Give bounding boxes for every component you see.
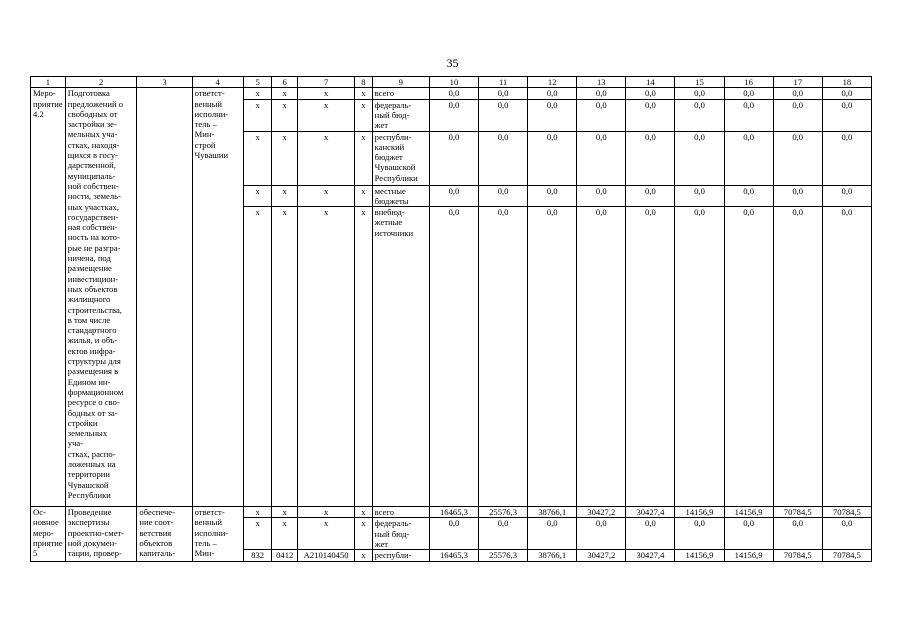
value-cell: 0,0 (675, 185, 724, 207)
funding-source-cell (372, 185, 429, 207)
value-cell: 0,0 (773, 131, 822, 185)
code-cell: x (355, 518, 372, 550)
value-cell: 0,0 (822, 185, 871, 207)
cell-line: жет (374, 120, 389, 131)
value-cell: 14156,9 (724, 550, 773, 561)
measure-name-cell (65, 507, 137, 562)
cell-line: ложенных на (67, 458, 116, 469)
code-cell: x (355, 131, 372, 185)
cell-line: стках, распо- (67, 448, 116, 459)
code-cell: x (355, 507, 372, 518)
value-cell: 0,0 (429, 99, 478, 131)
value-cell: 70784,5 (773, 550, 822, 561)
value-cell: 0,0 (822, 518, 871, 550)
value-cell: 30427,4 (626, 507, 675, 518)
cell-line: 4.2 (33, 108, 44, 119)
funding-source-cell (372, 507, 429, 518)
funding-source-cell (372, 207, 429, 507)
header-cell: 6 (272, 77, 298, 88)
cell-line: мельных уча- (67, 129, 118, 140)
cell-line: Ос- (33, 507, 46, 518)
cell-line: Едином ин- (67, 376, 111, 387)
cell-line: канский (374, 141, 405, 152)
code-cell: x (297, 88, 354, 99)
cell-line: в том числе (67, 314, 111, 325)
code-cell: 0412 (272, 550, 298, 561)
cell-line: ветствия (139, 527, 172, 538)
value-cell: 30427,2 (577, 507, 626, 518)
cell-line: Республики (374, 172, 418, 183)
value-cell: 0,0 (429, 131, 478, 185)
cell-line: федераль- (374, 99, 412, 110)
header-cell: 2 (65, 77, 137, 88)
value-cell: 0,0 (429, 518, 478, 550)
cell-line: обеспече- (139, 507, 175, 518)
value-cell: 0,0 (724, 131, 773, 185)
value-cell: 0,0 (577, 207, 626, 507)
value-cell: 30427,4 (626, 550, 675, 561)
code-cell: x (355, 550, 372, 561)
cell-line: экспертизы (67, 517, 110, 528)
value-cell: 0,0 (675, 88, 724, 99)
value-cell: 70784,5 (773, 507, 822, 518)
code-cell: x (272, 518, 298, 550)
value-cell: 0,0 (528, 99, 577, 131)
value-cell: 0,0 (577, 185, 626, 207)
cell-line: земельных (67, 428, 108, 439)
value-cell: 0,0 (724, 185, 773, 207)
cell-line: Меро- (33, 88, 56, 99)
value-cell: 0,0 (675, 518, 724, 550)
value-cell: 0,0 (528, 518, 577, 550)
header-cell: 9 (372, 77, 429, 88)
code-cell: x (297, 207, 354, 507)
value-cell: 14156,9 (724, 507, 773, 518)
value-cell: 70784,5 (822, 507, 871, 518)
code-cell: x (355, 185, 372, 207)
code-cell: x (243, 99, 272, 131)
value-cell: 0,0 (626, 131, 675, 185)
cell-line: строительства, (67, 304, 122, 315)
cell-line: стройки (67, 417, 98, 428)
code-cell: x (355, 207, 372, 507)
value-cell: 0,0 (479, 207, 528, 507)
value-cell: 0,0 (528, 185, 577, 207)
header-cell: 12 (528, 77, 577, 88)
value-cell: 0,0 (479, 99, 528, 131)
header-cell: 8 (355, 77, 372, 88)
header-cell: 1 (31, 77, 66, 88)
measure-code-cell (31, 507, 66, 562)
cell-line: муниципаль- (67, 170, 116, 181)
funding-source-cell (372, 550, 429, 561)
code-cell: x (297, 131, 354, 185)
cell-line: уча- (67, 438, 84, 449)
value-cell: 16465,3 (429, 550, 478, 561)
budget-table (30, 76, 872, 562)
cell-line: бюджет (374, 152, 403, 163)
measure-name-cell (65, 88, 137, 507)
measure-goal-cell (137, 88, 192, 507)
header-cell: 13 (577, 77, 626, 88)
value-cell: 0,0 (429, 88, 478, 99)
value-cell: 0,0 (528, 131, 577, 185)
value-cell: 0,0 (822, 131, 871, 185)
value-cell: 0,0 (773, 207, 822, 507)
code-cell: x (297, 518, 354, 550)
cell-line: федераль- (374, 518, 412, 529)
header-cell: 17 (773, 77, 822, 88)
code-cell: x (272, 99, 298, 131)
cell-line: новное (33, 517, 59, 528)
header-cell: 5 (243, 77, 272, 88)
funding-source-cell (372, 131, 429, 185)
value-cell: 0,0 (675, 207, 724, 507)
cell-line: источники (374, 227, 414, 238)
funding-source-cell (372, 88, 429, 99)
code-cell: A210140450 (297, 550, 354, 561)
cell-line: всего (374, 88, 394, 99)
code-cell: 832 (243, 550, 272, 561)
header-cell: 11 (479, 77, 528, 88)
cell-line: Чувашской (374, 162, 416, 173)
value-cell: 25576,3 (479, 550, 528, 561)
value-cell: 0,0 (822, 99, 871, 131)
cell-line: территории (67, 469, 110, 480)
cell-line: ответст- (194, 88, 225, 99)
code-cell: x (297, 99, 354, 131)
code-cell: x (243, 131, 272, 185)
cell-line: приятие (33, 98, 63, 109)
value-cell: 0,0 (626, 185, 675, 207)
cell-line: стках, находя- (67, 139, 120, 150)
code-cell: x (297, 185, 354, 207)
value-cell: 0,0 (724, 207, 773, 507)
code-cell: x (243, 507, 272, 518)
cell-line: ной собствен- (67, 180, 119, 191)
funding-source-cell (372, 518, 429, 550)
code-cell: x (272, 507, 298, 518)
value-cell: 30427,2 (577, 550, 626, 561)
value-cell: 38766,1 (528, 507, 577, 518)
code-cell: x (243, 207, 272, 507)
code-cell: x (355, 88, 372, 99)
cell-line: венный (194, 517, 223, 528)
value-cell: 14156,9 (675, 507, 724, 518)
measure-code-cell (31, 88, 66, 507)
value-cell: 0,0 (577, 131, 626, 185)
cell-line: исполни- (194, 108, 229, 119)
cell-line: размещение (67, 263, 112, 274)
cell-line: республи- (374, 550, 412, 561)
value-cell: 0,0 (822, 207, 871, 507)
code-cell: x (272, 185, 298, 207)
value-cell: 0,0 (577, 99, 626, 131)
cell-line: ных участках, (67, 201, 119, 212)
cell-line: ных объектов (67, 283, 118, 294)
cell-line: ный бюд- (374, 528, 410, 539)
cell-line: государствен- (67, 211, 119, 222)
value-cell: 0,0 (479, 88, 528, 99)
cell-line: республи- (374, 131, 412, 142)
cell-line: Мин- (194, 548, 215, 559)
value-cell: 0,0 (724, 88, 773, 99)
value-cell: 16465,3 (429, 507, 478, 518)
header-cell: 7 (297, 77, 354, 88)
cell-line: Мин- (194, 129, 215, 140)
code-cell: x (272, 207, 298, 507)
cell-line: Подготовка (67, 88, 110, 99)
cell-line: Чувашской (67, 479, 109, 490)
value-cell: 0,0 (429, 185, 478, 207)
cell-line: жилья, и объ- (67, 335, 118, 346)
cell-line: формационном (67, 386, 124, 397)
cell-line: жет (374, 539, 389, 550)
cell-line: приятие 5 (33, 538, 63, 559)
code-cell: x (272, 88, 298, 99)
cell-line: внебюд- (374, 207, 405, 218)
value-cell: 0,0 (626, 99, 675, 131)
value-cell: 0,0 (626, 207, 675, 507)
cell-line: всего (374, 507, 394, 518)
value-cell: 0,0 (479, 185, 528, 207)
cell-line: стандартного (67, 325, 117, 336)
value-cell: 0,0 (822, 88, 871, 99)
table-row (31, 507, 872, 518)
header-cell: 18 (822, 77, 871, 88)
value-cell: 0,0 (773, 518, 822, 550)
header-cell: 16 (724, 77, 773, 88)
cell-line: дарственной, (67, 160, 116, 171)
cell-line: ная собствен- (67, 222, 118, 233)
cell-line: исполни- (194, 527, 229, 538)
cell-line: ние соот- (139, 517, 174, 528)
header-row (31, 77, 872, 88)
cell-line: ность на кото- (67, 232, 120, 243)
code-cell: x (243, 518, 272, 550)
header-cell: 3 (137, 77, 192, 88)
cell-line: венный (194, 98, 223, 109)
responsible-cell (192, 88, 243, 507)
value-cell: 0,0 (528, 207, 577, 507)
cell-line: свободных от (67, 108, 118, 119)
value-cell: 0,0 (773, 99, 822, 131)
code-cell: x (243, 88, 272, 99)
cell-line: бодных от за- (67, 407, 118, 418)
page-number: 35 (446, 56, 459, 70)
cell-line: строй (194, 139, 216, 150)
cell-line: тации, провер- (67, 548, 122, 559)
value-cell: 0,0 (675, 131, 724, 185)
cell-line: бюджеты (374, 195, 409, 206)
cell-line: меро- (33, 527, 54, 538)
cell-line: Республики (67, 489, 111, 500)
value-cell: 0,0 (626, 518, 675, 550)
value-cell: 0,0 (577, 88, 626, 99)
cell-line: Проведение (67, 507, 112, 518)
header-cell: 10 (429, 77, 478, 88)
cell-line: инвестицион- (67, 273, 119, 284)
measure-4-2 (31, 88, 872, 507)
value-cell: 0,0 (724, 518, 773, 550)
cell-line: жетные (374, 217, 403, 228)
cell-line: застройки зе- (67, 119, 117, 130)
value-cell: 0,0 (528, 88, 577, 99)
cell-line: капиталь- (139, 548, 176, 559)
value-cell: 0,0 (773, 185, 822, 207)
responsible-cell (192, 507, 243, 562)
cell-line: тель – (194, 119, 217, 130)
cell-line: структуры для (67, 356, 121, 367)
cell-line: местные (374, 185, 406, 196)
value-cell: 0,0 (773, 88, 822, 99)
value-cell: 0,0 (577, 518, 626, 550)
code-cell: x (272, 131, 298, 185)
cell-line: рые не разгра- (67, 242, 121, 253)
cell-line: ный бюд- (374, 109, 410, 120)
cell-line: ответст- (194, 507, 225, 518)
funding-source-cell (372, 99, 429, 131)
cell-line: Чувашии (194, 150, 229, 161)
value-cell: 0,0 (626, 88, 675, 99)
value-cell: 25576,3 (479, 507, 528, 518)
code-cell: x (243, 185, 272, 207)
cell-line: жилищного (67, 294, 111, 305)
cell-line: ничена, под (67, 253, 111, 264)
cell-line: ности, земель- (67, 191, 121, 202)
code-cell: x (297, 507, 354, 518)
value-cell: 14156,9 (675, 550, 724, 561)
main-measure-5 (31, 507, 872, 562)
cell-line: тель – (194, 538, 217, 549)
table-row (31, 88, 872, 99)
header-cell: 15 (675, 77, 724, 88)
code-cell: x (355, 99, 372, 131)
cell-line: ектов инфра- (67, 345, 116, 356)
cell-line: размещения в (67, 366, 119, 377)
value-cell: 0,0 (429, 207, 478, 507)
cell-line: щихся в госу- (67, 150, 118, 161)
header-cell: 14 (626, 77, 675, 88)
cell-line: проектно-смет- (67, 527, 125, 538)
value-cell: 0,0 (479, 131, 528, 185)
value-cell: 70784,5 (822, 550, 871, 561)
measure-goal-cell (137, 507, 192, 562)
cell-line: предложений о (67, 98, 124, 109)
cell-line: ной докумен- (67, 538, 118, 549)
value-cell: 0,0 (479, 518, 528, 550)
cell-line: ресурсе о сво- (67, 397, 120, 408)
value-cell: 38766,1 (528, 550, 577, 561)
value-cell: 0,0 (675, 99, 724, 131)
value-cell: 0,0 (724, 99, 773, 131)
cell-line: объектов (139, 538, 173, 549)
header-cell: 4 (192, 77, 243, 88)
